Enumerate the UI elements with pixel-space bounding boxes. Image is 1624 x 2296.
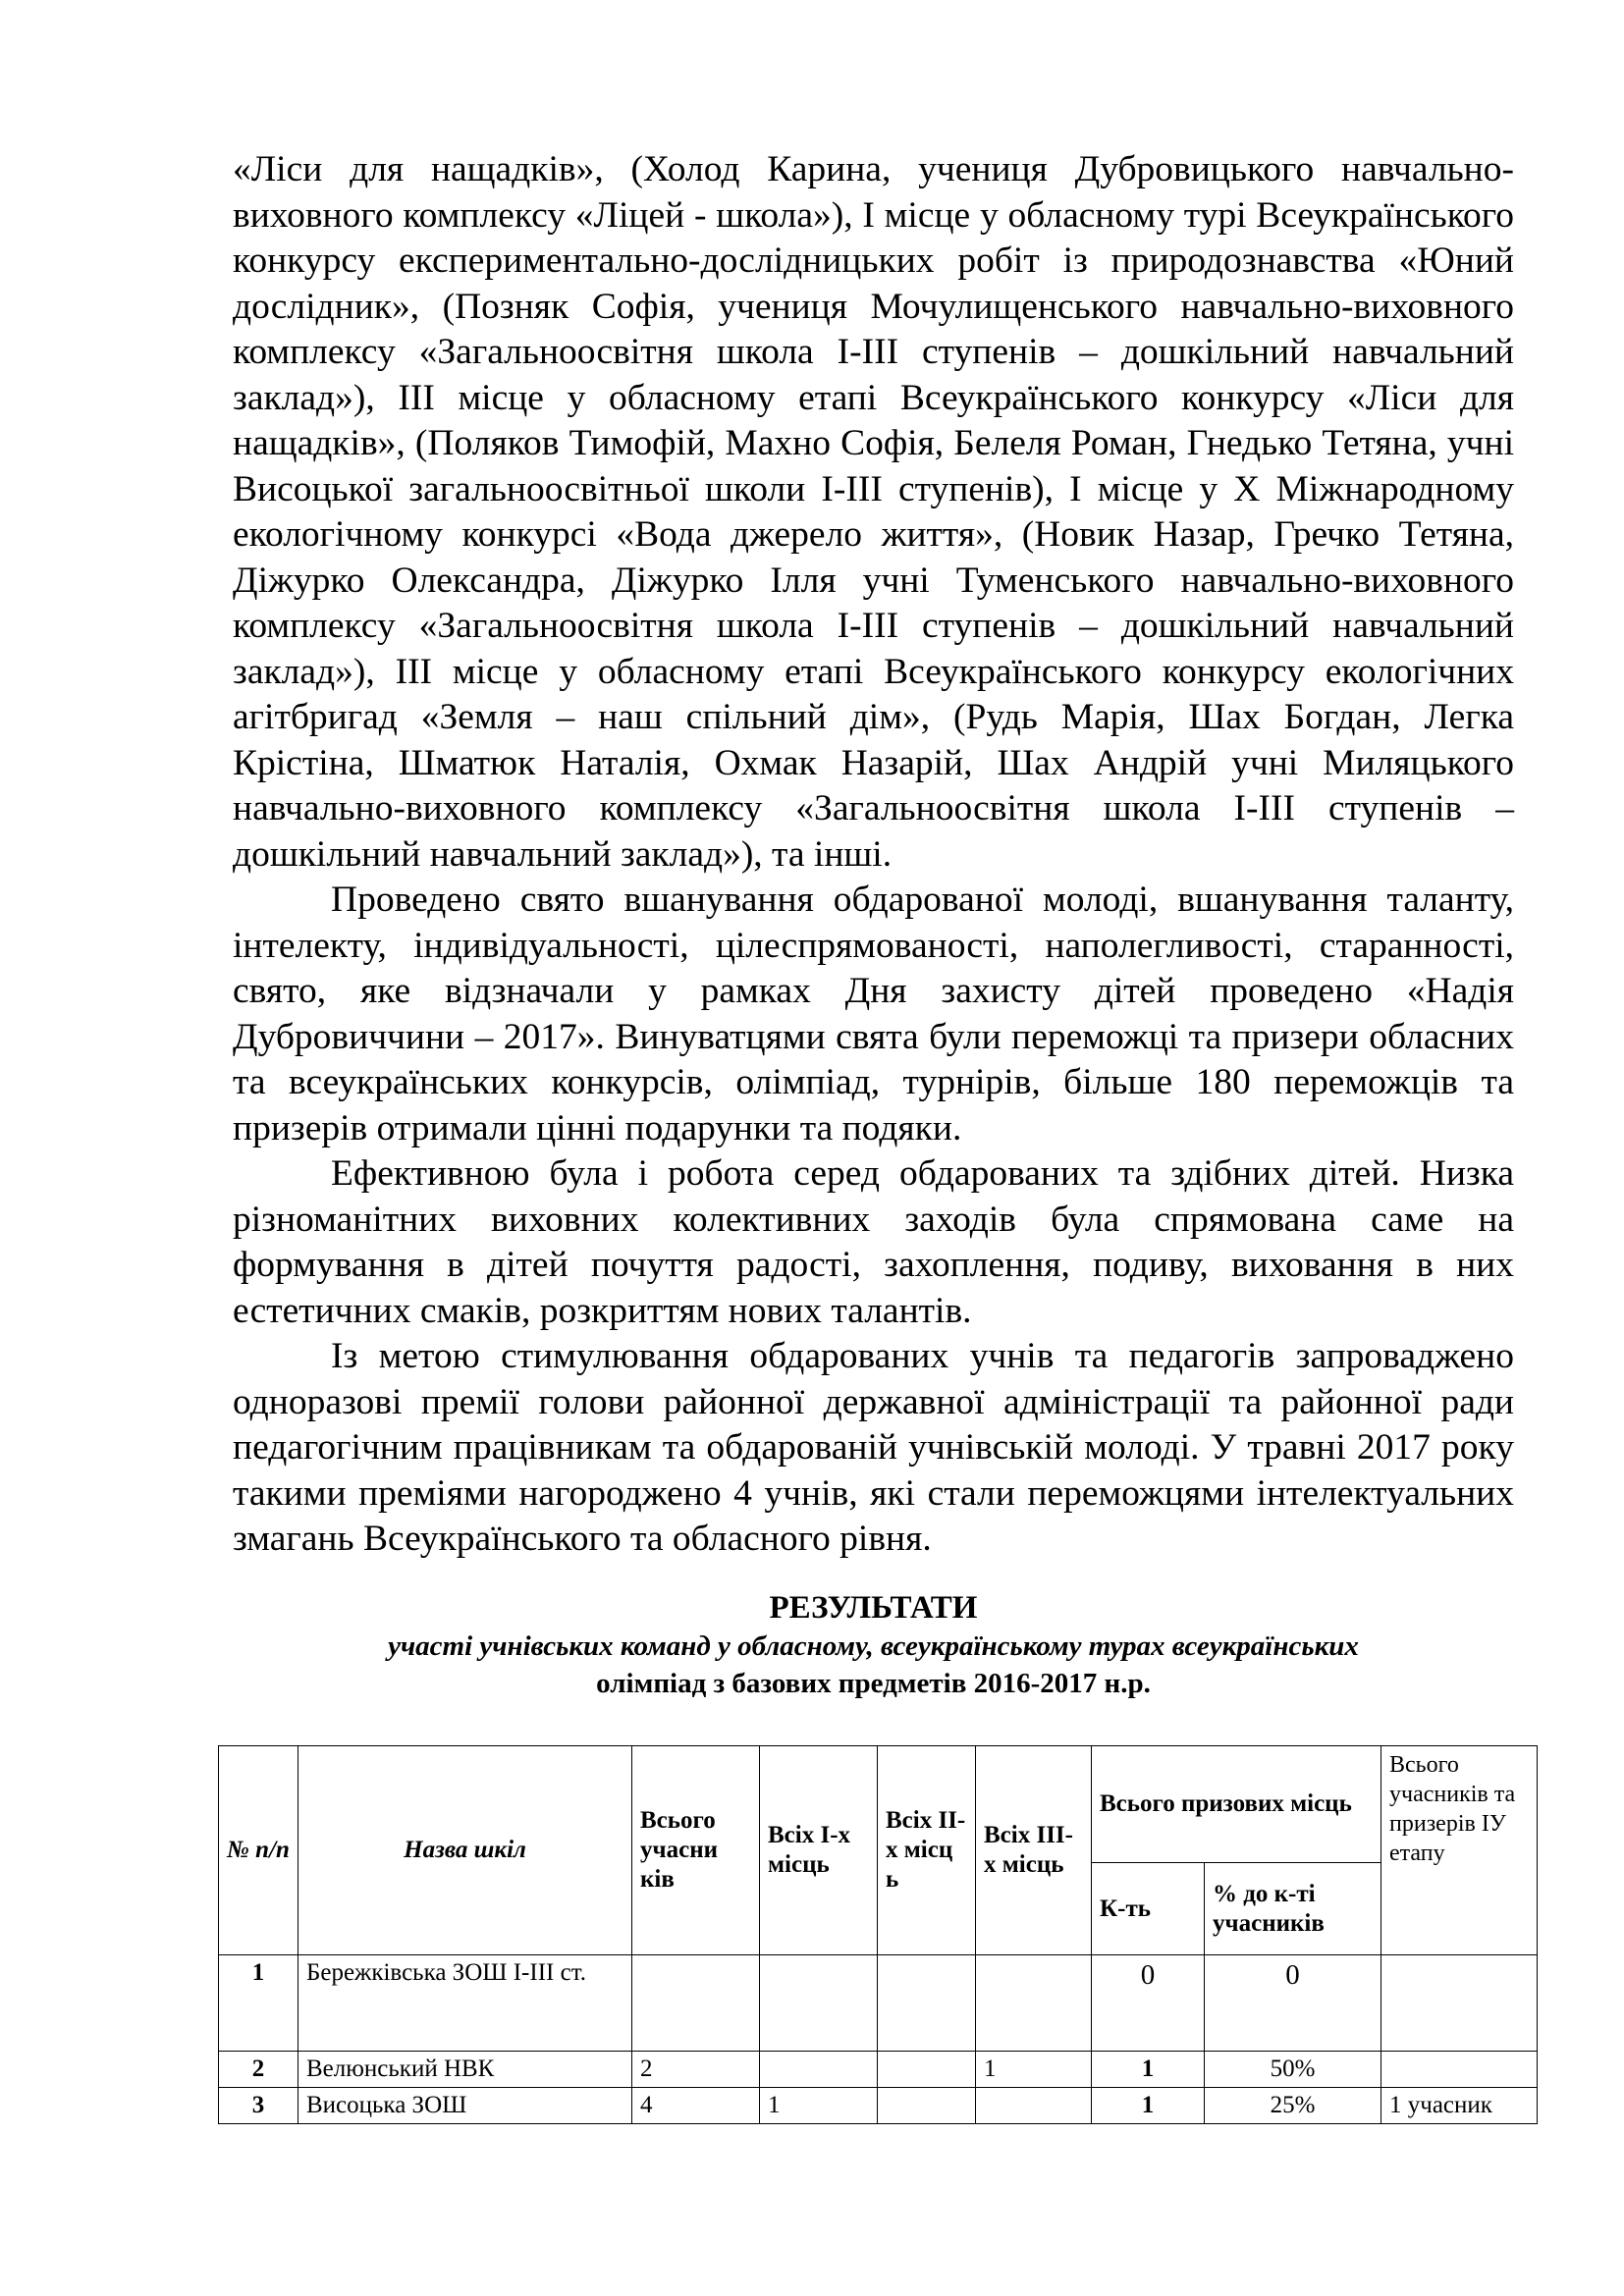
header-prize-percent: % до к-ті учасників [1205, 1863, 1381, 1955]
prize-percent: 0 [1205, 1955, 1381, 2052]
paragraph-awards: «Ліси для нащадків», (Холод Карина, учениця Дубровицького навчально-виховного комплексу «Ліцей - школа»), І місце у обласному турі Всеукраїнського конкурсу експериментально-дослідницьких робіт із природознавства «Юний дослідник», (Позняк Софія, учениця Мочулищенського навчально-виховного комплексу «Загальноосвітня школа І-ІІІ ступенів – дошкільний навчальний заклад»), ІІІ місце у обласному етапі Всеукраїнського конкурсу «Ліси для нащадків», (Поляков Тимофій, Махно Софія, Белеля Роман, Гнедько Тетяна, учні Висоцької загальноосвітньої школи І-ІІІ ступенів), І місце у Х Міжнародному екологічному конкурсі «Вода джерело життя», (Новик Назар, Гречко Тетяна, Діжурко Олександра, Діжурко Ілля учні Туменського навчально-виховного комплексу «Загальноосвітня школа І-ІІІ ступенів – дошкільний навчальний заклад»), ІІІ місце у обласному етапі Всеукраїнського конкурсу екологічних агітбригад «Земля – наш спільний дім», (Рудь Марія, Шах Богдан, Легка Крістіна, Шматюк Наталія, Охмак Назарій, Шах Андрій учні Миляцького навчально-виховного комплексу «Загальноосвітня школа І-ІІІ ступенів – дошкільний навчальний заклад»), та інші. [233, 149, 1514, 875]
prize-count: 1 [1092, 2052, 1205, 2088]
first-places [760, 1955, 878, 2052]
table-row [219, 2088, 1538, 2124]
third-places [976, 1955, 1092, 2052]
total-participants: 4 [632, 2088, 760, 2124]
school-name: Велюнський НВК [298, 2052, 632, 2088]
prize-percent: 50% [1205, 2052, 1381, 2088]
prize-count: 1 [1092, 2088, 1205, 2124]
second-places [878, 2052, 976, 2088]
header-prize-count: К-ть [1092, 1863, 1205, 1955]
results-table [218, 1745, 1538, 2124]
paragraph-bonuses: Із метою стимулювання обдарованих учнів та педагогів запроваджено одноразові премії голови районної державної адміністрації та районної ради педагогічним працівникам та обдарованій учнівській молоді. У травні 2017 року такими преміями нагороджено 4 учнів, які стали переможцями інтелектуальних змагань Всеукраїнського та обласного рівня. [233, 1336, 1514, 1559]
paragraph-celebration: Проведено свято вшанування обдарованої молоді, вшанування таланту, інтелекту, індивідуальності, цілеспрямованості, наполегливості, старанності, свято, яке відзначали у рамках Дня захисту дітей проведено «Надія Дубровиччини – 2017». Винуватцями свята були переможці та призери обласних та всеукраїнських конкурсів, олімпіад, турнірів, більше 180 переможців та призерів отримали цінні подарунки та подяки. [233, 880, 1514, 1148]
table-row [219, 1955, 1538, 2052]
paragraph-gifted-work: Ефективною була і робота серед обдарованих та здібних дітей. Низка різноманітних виховних колективних заходів була спрямована саме на формування в дітей почуття радості, захоплення, подиву, виховання в них естетичних смаків, розкриттям нових талантів. [233, 1153, 1514, 1331]
header-prize-places: Всього призових місць [1092, 1746, 1381, 1863]
results-title [233, 1588, 1514, 1702]
stage4-participants [1381, 1955, 1538, 2052]
prize-percent: 25% [1205, 2088, 1381, 2124]
header-third-places: Всіх ІІІ-х місць [976, 1746, 1092, 1955]
table-header-row [219, 1746, 1538, 1863]
second-places [878, 1955, 976, 2052]
second-places [878, 2088, 976, 2124]
prize-count: 0 [1092, 1955, 1205, 2052]
row-number: 1 [219, 1955, 298, 2052]
third-places [976, 2088, 1092, 2124]
total-participants [632, 1955, 760, 2052]
document-body [233, 147, 1514, 1702]
third-places: 1 [976, 2052, 1092, 2088]
school-name: Бережківська ЗОШ І-ІІІ ст. [298, 1955, 632, 2052]
header-first-places: Всіх І-х місць [760, 1746, 878, 1955]
header-total-participants: Всього учасни ків [632, 1746, 760, 1955]
row-number: 3 [219, 2088, 298, 2124]
header-second-places: Всіх ІІ-х місц ь [878, 1746, 976, 1955]
header-stage4-participants: Всього учасників та призерів ІУ етапу [1381, 1746, 1538, 1955]
header-number: № п/п [219, 1746, 298, 1955]
total-participants: 2 [632, 2052, 760, 2088]
results-subheading: участі учнівських команд у обласному, всеукраїнському турах всеукраїнських [388, 1629, 1359, 1662]
header-school-name: Назва шкіл [298, 1746, 632, 1955]
first-places [760, 2052, 878, 2088]
stage4-participants: 1 учасник [1381, 2088, 1538, 2124]
stage4-participants [1381, 2052, 1538, 2088]
table-row [219, 2052, 1538, 2088]
results-subheading-2: олімпіад з базових предметів 2016-2017 н.р. [596, 1667, 1151, 1699]
first-places: 1 [760, 2088, 878, 2124]
school-name: Висоцька ЗОШ [298, 2088, 632, 2124]
row-number: 2 [219, 2052, 298, 2088]
results-heading: РЕЗУЛЬТАТИ [769, 1589, 978, 1626]
